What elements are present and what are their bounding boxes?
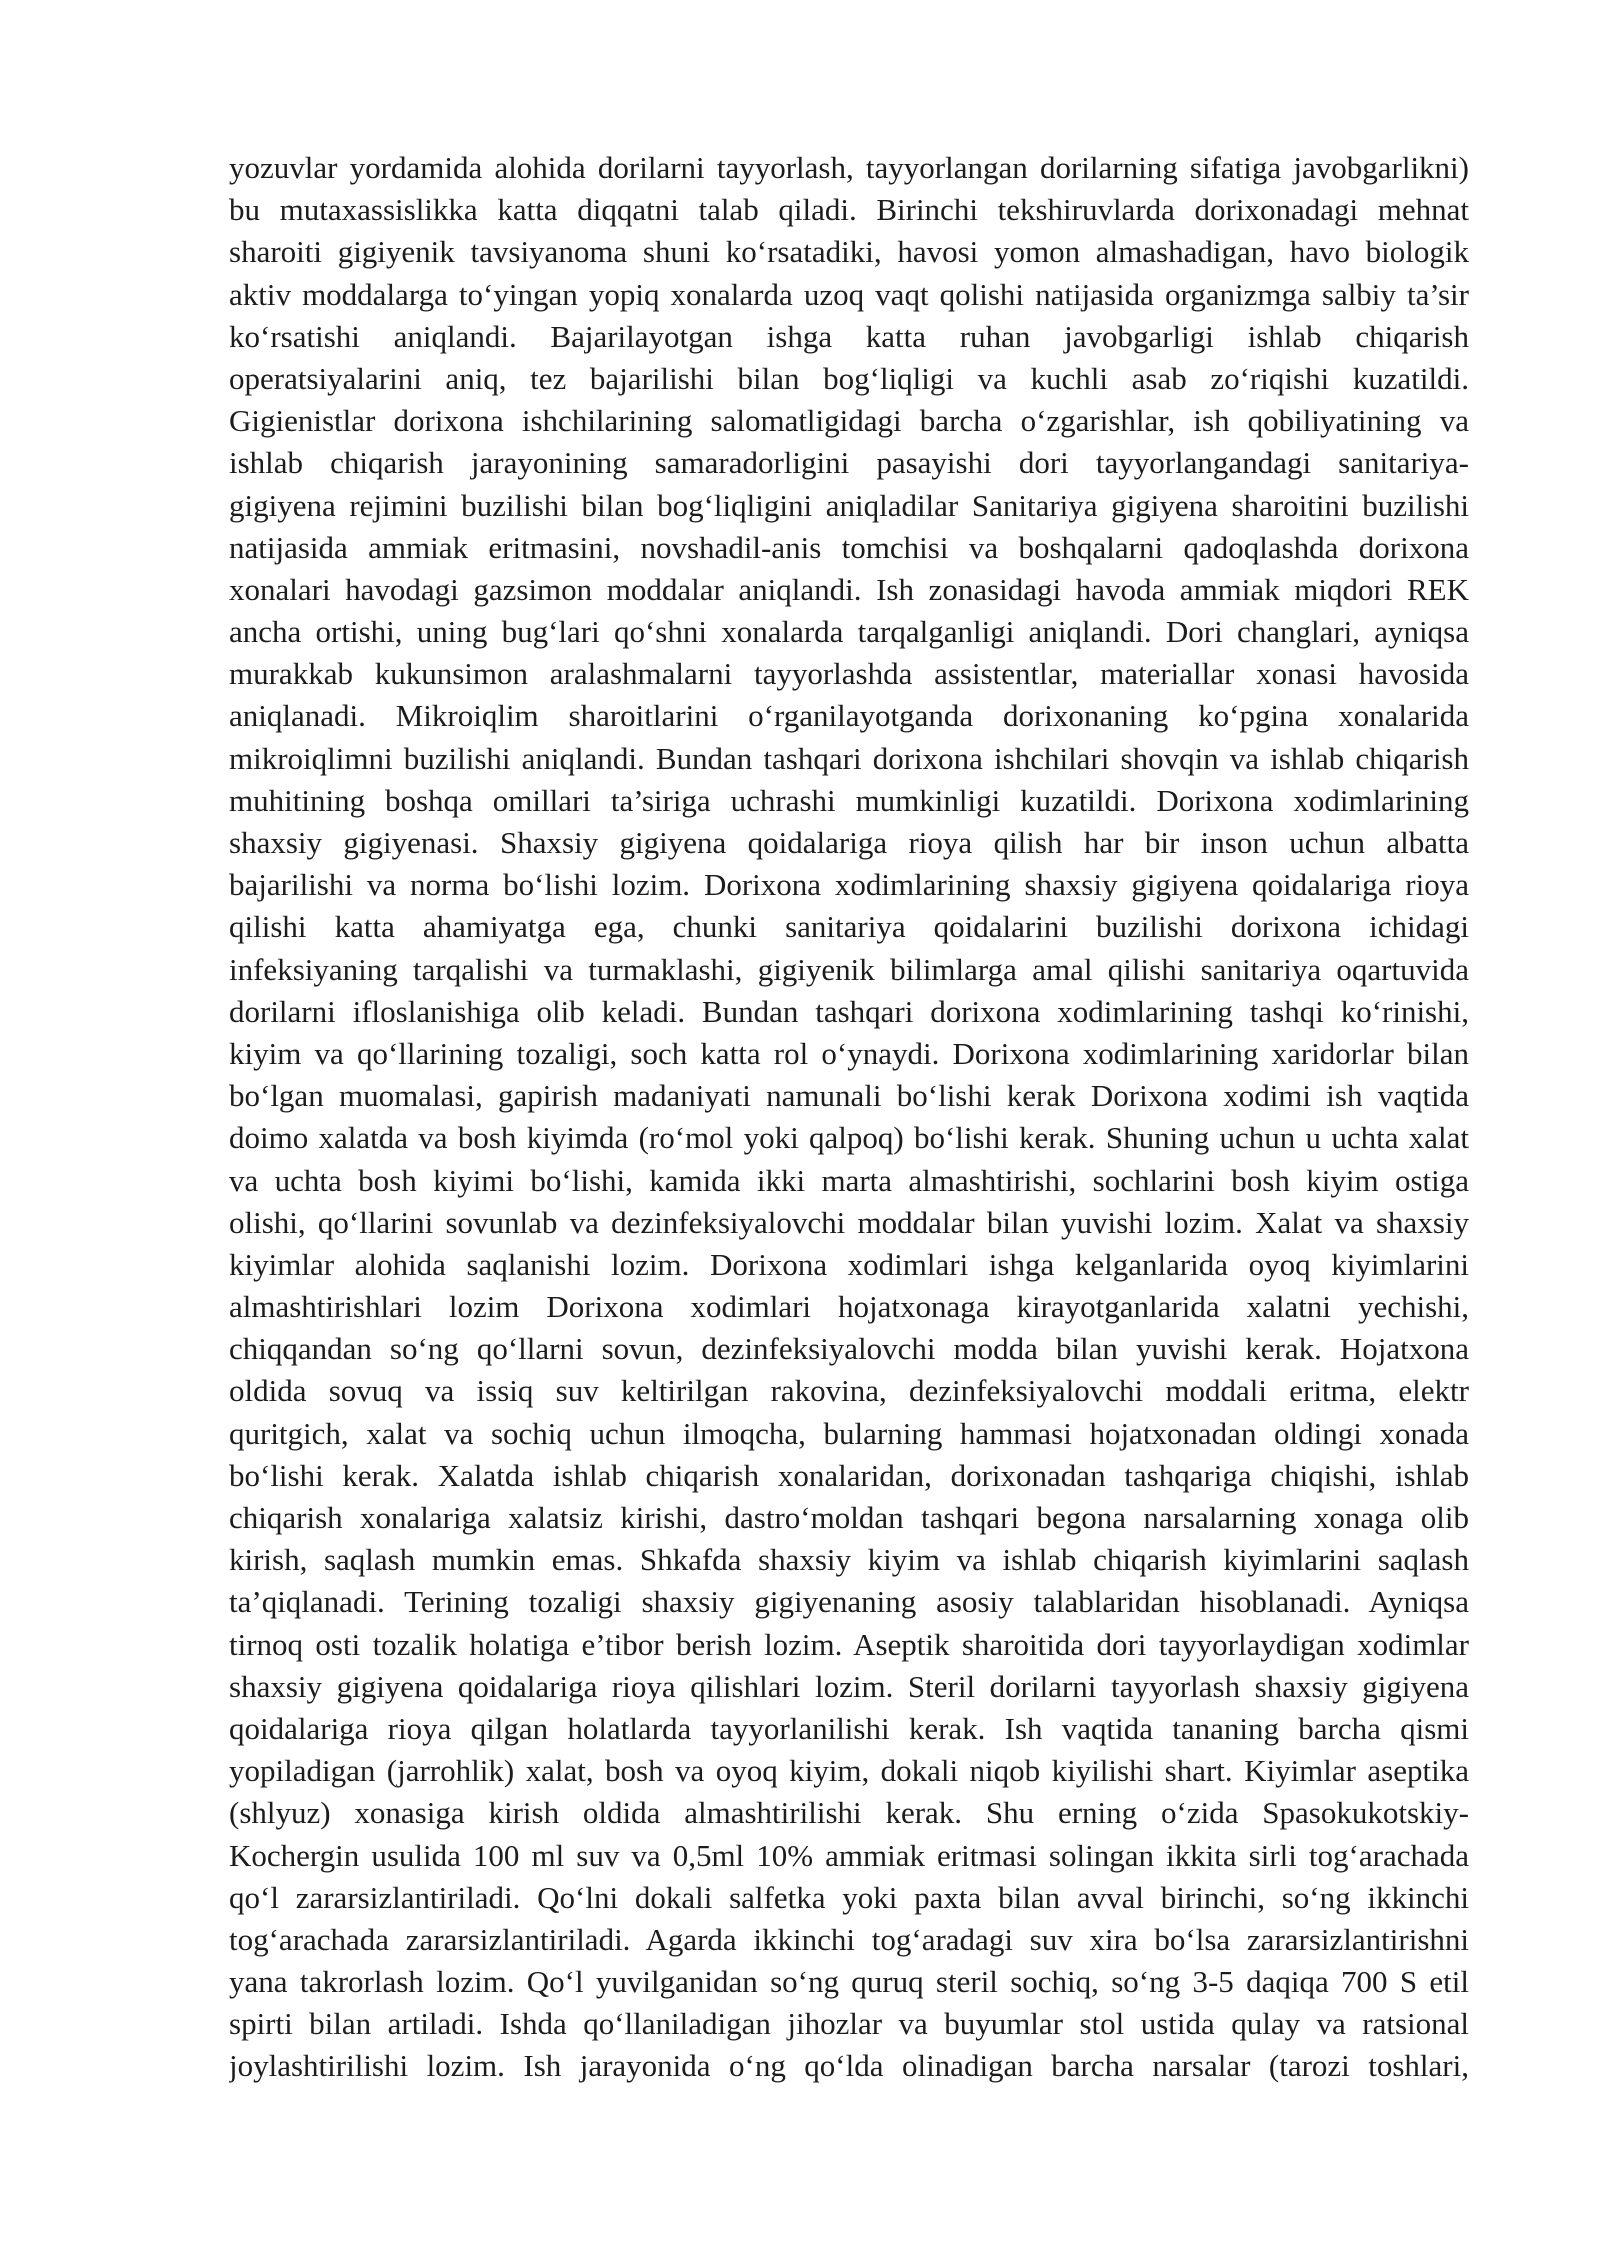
text-line: doimo xalatda va bosh kiyimda (ro‘mol yoki qalpoq) bo‘lishi kerak. Shuning uchun u uchta xalat: [229, 1120, 1469, 1156]
text-line: kiyim va qo‘llarining tozaligi, soch katta rol o‘ynaydi. Dorixona xodimlarining xaridorlar bilan: [229, 1035, 1469, 1071]
text-line: natijasida ammiak eritmasini, novshadil-anis tomchisi va boshqalarni qadoqlashda dorixona: [229, 529, 1469, 565]
text-line: quritgich, xalat va sochiq uchun ilmoqcha, bularning hammasi hojatxonadan oldingi xonada: [229, 1415, 1469, 1451]
body-text: [229, 147, 1469, 2088]
text-line: qo‘l zararsizlantiriladi. Qo‘lni dokali salfetka yoki paxta bilan avval birinchi, so‘ng ikkinchi: [229, 1879, 1469, 1915]
text-line: Kochergin usulida 100 ml suv va 0,5ml 10% ammiak eritmasi solingan ikkita sirli tog‘arachada: [229, 1837, 1469, 1873]
text-line: operatsiyalarini aniq, tez bajarilishi bilan bog‘liqligi va kuchli asab zo‘riqishi kuzatildi.: [229, 360, 1469, 396]
text-line: aniqlanadi. Mikroiqlim sharoitlarini o‘rganilayotganda dorixonaning ko‘pgina xonalarida: [229, 698, 1469, 734]
text-line: spirti bilan artiladi. Ishda qo‘llaniladigan jihozlar va buyumlar stol ustida qulay va ratsional: [229, 2006, 1469, 2042]
text-line: ko‘rsatishi aniqlandi. Bajarilayotgan ishga katta ruhan javobgarligi ishlab chiqarish: [229, 318, 1469, 354]
text-line: yopiladigan (jarrohlik) xalat, bosh va oyoq kiyim, dokali niqob kiyilishi shart. Kiyimlar aseptika: [229, 1753, 1469, 1789]
text-line: shaxsiy gigiyena qoidalariga rioya qilishlari lozim. Steril dorilarni tayyorlash shaxsiy gigiyena: [229, 1668, 1469, 1704]
text-line: joylashtirilishi lozim. Ish jarayonida o‘ng qo‘lda olinadigan barcha narsalar (tarozi toshlari,: [229, 2048, 1469, 2084]
text-line: tog‘arachada zararsizlantiriladi. Agarda ikkinchi tog‘aradagi suv xira bo‘lsa zararsizlantirishni: [229, 1921, 1469, 1957]
text-line: bajarilishi va norma bo‘lishi lozim. Dorixona xodimlarining shaxsiy gigiyena qoidalariga rioya: [229, 867, 1469, 903]
text-line: yozuvlar yordamida alohida dorilarni tayyorlash, tayyorlangan dorilarning sifatiga javobgarlikni): [229, 150, 1469, 185]
text-line: aktiv moddalarga to‘yingan yopiq xonalarda uzoq vaqt qolishi natijasida organizmga salbiy ta’sir: [229, 276, 1469, 312]
text-line: bo‘lishi kerak. Xalatda ishlab chiqarish xonalaridan, dorixonadan tashqariga chiqishi, ishlab: [229, 1457, 1469, 1493]
text-line: muhitining boshqa omillari ta’siriga uchrashi mumkinligi kuzatildi. Dorixona xodimlarining: [229, 782, 1469, 818]
text-line: kiyimlar alohida saqlanishi lozim. Dorixona xodimlari ishga kelganlarida oyoq kiyimlarini: [229, 1246, 1469, 1282]
text-line: qilishi katta ahamiyatga ega, chunki sanitariya qoidalarini buzilishi dorixona ichidagi: [229, 909, 1469, 945]
text-line: ancha ortishi, uning bug‘lari qo‘shni xonalarda tarqalganligi aniqlandi. Dori changlari, ayniqsa: [229, 614, 1469, 650]
text-line: infeksiyaning tarqalishi va turmaklashi, gigiyenik bilimlarga amal qilishi sanitariya oqartuvida: [229, 951, 1469, 987]
text-line: ta’qiqlanadi. Terining tozaligi shaxsiy gigiyenaning asosiy talablaridan hisoblanadi. Ayniqsa: [229, 1584, 1469, 1620]
text-line: tirnoq osti tozalik holatiga e’tibor berish lozim. Aseptik sharoitida dori tayyorlaydigan xodimlar: [229, 1626, 1469, 1662]
text-line: olishi, qo‘llarini sovunlab va dezinfeksiyalovchi moddalar bilan yuvishi lozim. Xalat va shaxsiy: [229, 1204, 1469, 1240]
text-line: ishlab chiqarish jarayonining samaradorligini pasayishi dori tayyorlangandagi sanitariya-: [229, 445, 1469, 481]
text-line: yana takrorlash lozim. Qo‘l yuvilganidan so‘ng quruq steril sochiq, so‘ng 3-5 daqiqa 700 S etil: [229, 1964, 1469, 2000]
text-line: xonalari havodagi gazsimon moddalar aniqlandi. Ish zonasidagi havoda ammiak miqdori REK: [229, 571, 1469, 607]
text-line: chiqarish xonalariga xalatsiz kirishi, dastro‘moldan tashqari begona narsalarning xonaga olib: [229, 1500, 1469, 1535]
text-line: Gigienistlar dorixona ishchilarining salomatligidagi barcha o‘zgarishlar, ish qobiliyatining va: [229, 403, 1469, 439]
text-line: bu mutaxassislikka katta diqqatni talab qiladi. Birinchi tekshiruvlarda dorixonadagi mehnat: [229, 192, 1469, 228]
text-line: bo‘lgan muomalasi, gapirish madaniyati namunali bo‘lishi kerak Dorixona xodimi ish vaqtida: [229, 1078, 1469, 1114]
text-line: shaxsiy gigiyenasi. Shaxsiy gigiyena qoidalariga rioya qilish har bir inson uchun albatta: [229, 825, 1469, 860]
text-line: chiqqandan so‘ng qo‘llarni sovun, dezinfeksiyalovchi modda bilan yuvishi kerak. Hojatxona: [229, 1331, 1469, 1367]
text-line: dorilarni ifloslanishiga olib keladi. Bundan tashqari dorixona xodimlarining tashqi ko‘rinishi,: [229, 993, 1469, 1029]
text-line: gigiyena rejimini buzilishi bilan bog‘liqligini aniqladilar Sanitariya gigiyena sharoitini buzilishi: [229, 487, 1469, 523]
text-line: va uchta bosh kiyimi bo‘lishi, kamida ikki marta almashtirishi, sochlarini bosh kiyim ostiga: [229, 1162, 1469, 1198]
text-line: (shlyuz) xonasiga kirish oldida almashtirilishi kerak. Shu erning o‘zida Spasokukotskiy-: [229, 1795, 1469, 1831]
text-line: qoidalariga rioya qilgan holatlarda tayyorlanilishi kerak. Ish vaqtida tananing barcha qismi: [229, 1710, 1469, 1746]
text-line: kirish, saqlash mumkin emas. Shkafda shaxsiy kiyim va ishlab chiqarish kiyimlarini saqlash: [229, 1542, 1469, 1578]
text-line: mikroiqlimni buzilishi aniqlandi. Bundan tashqari dorixona ishchilari shovqin va ishlab chiqarish: [229, 740, 1469, 776]
text-line: murakkab kukunsimon aralashmalarni tayyorlashda assistentlar, materiallar xonasi havosida: [229, 656, 1469, 692]
text-line: almashtirishlari lozim Dorixona xodimlari hojatxonaga kirayotganlarida xalatni yechishi,: [229, 1289, 1469, 1325]
text-line: sharoiti gigiyenik tavsiyanoma shuni ko‘rsatadiki, havosi yomon almashadigan, havo biologik: [229, 234, 1469, 270]
text-line: oldida sovuq va issiq suv keltirilgan rakovina, dezinfeksiyalovchi moddali eritma, elektr: [229, 1373, 1469, 1409]
